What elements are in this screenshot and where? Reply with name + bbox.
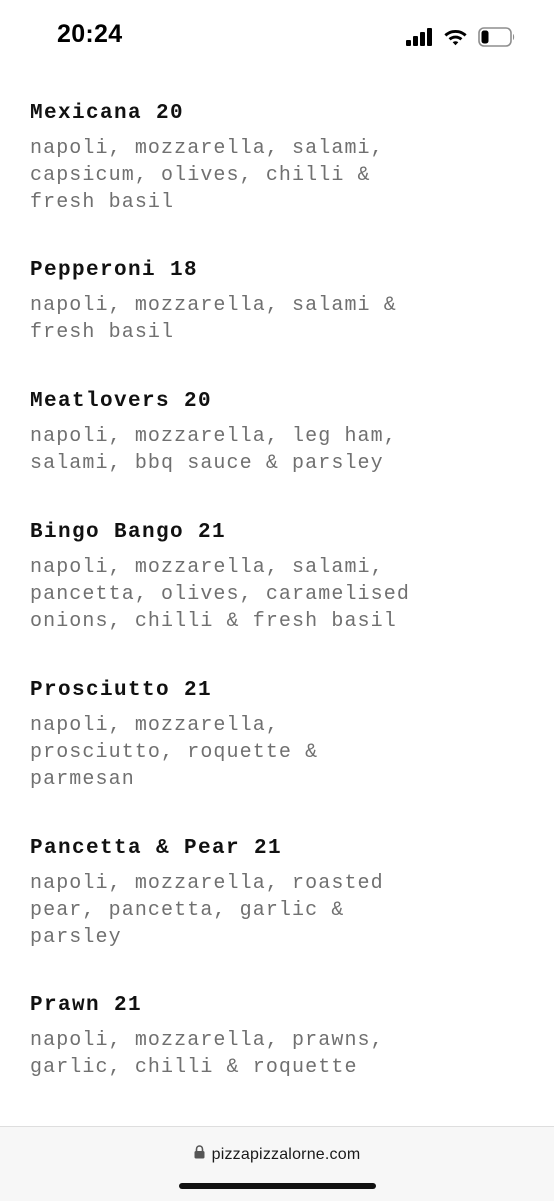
description-line: napoli, mozzarella, salami,: [30, 556, 384, 579]
lock-icon: [194, 1145, 205, 1164]
menu-item-description: [30, 1027, 530, 1081]
battery-icon: [478, 27, 516, 47]
menu-item-prawn: [30, 992, 530, 1088]
menu-item-title: Pepperoni 18: [30, 259, 199, 282]
status-icons: [406, 25, 516, 49]
url-text[interactable]: pizzapizzalorne.com: [211, 1145, 361, 1163]
menu-item-description: [30, 292, 530, 346]
menu-item-mexicana: [30, 100, 530, 257]
wifi-icon: [443, 28, 468, 47]
menu-item-prosciutto: [30, 677, 530, 835]
menu-item-description: [30, 135, 530, 216]
description-line: napoli, mozzarella, prawns,: [30, 1029, 384, 1052]
pizza-menu: [30, 100, 530, 1088]
status-time: 20:24: [57, 20, 123, 48]
menu-item-title: Pancetta & Pear 21: [30, 837, 283, 860]
menu-item-title: Meatlovers 20: [30, 390, 213, 413]
menu-item-title: Prosciutto 21: [30, 679, 213, 702]
menu-item-description: [30, 554, 530, 635]
menu-item-bingo-bango: [30, 519, 530, 677]
description-line: pancetta, olives, caramelised: [30, 583, 410, 606]
description-line: fresh basil: [30, 191, 175, 214]
menu-item-pepperoni: [30, 257, 530, 388]
menu-item-title: Bingo Bango 21: [30, 521, 227, 544]
menu-item-title: Mexicana 20: [30, 102, 185, 125]
menu-item-description: [30, 870, 530, 951]
description-line: pear, pancetta, garlic &: [30, 899, 345, 922]
description-line: parmesan: [30, 768, 135, 791]
browser-bottom-bar: [0, 1126, 554, 1201]
cellular-signal-icon: [406, 28, 433, 46]
description-line: capsicum, olives, chilli &: [30, 164, 371, 187]
description-line: salami, bbq sauce & parsley: [30, 452, 384, 475]
menu-item-meatlovers: [30, 388, 530, 519]
menu-item-description: [30, 712, 530, 793]
description-line: parsley: [30, 926, 122, 949]
description-line: napoli, mozzarella,: [30, 714, 279, 737]
address-bar[interactable]: [0, 1145, 554, 1164]
description-line: napoli, mozzarella, leg ham,: [30, 425, 397, 448]
menu-item-pancetta-pear: [30, 835, 530, 992]
status-bar: [0, 0, 554, 72]
menu-item-description: [30, 423, 530, 477]
description-line: prosciutto, roquette &: [30, 741, 319, 764]
description-line: napoli, mozzarella, salami,: [30, 137, 384, 160]
home-indicator[interactable]: [179, 1183, 376, 1189]
description-line: napoli, mozzarella, salami &: [30, 294, 397, 317]
description-line: napoli, mozzarella, roasted: [30, 872, 384, 895]
description-line: garlic, chilli & roquette: [30, 1056, 358, 1079]
menu-item-title: Prawn 21: [30, 994, 143, 1017]
description-line: onions, chilli & fresh basil: [30, 610, 397, 633]
description-line: fresh basil: [30, 321, 175, 344]
